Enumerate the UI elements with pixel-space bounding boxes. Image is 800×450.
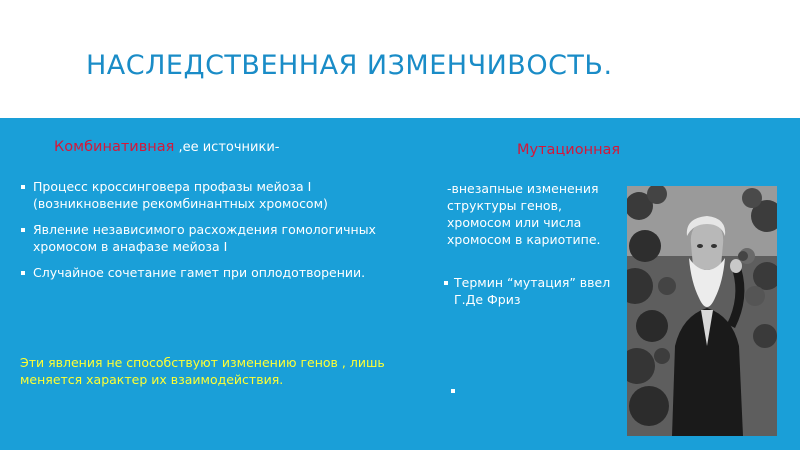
mutational-heading: Мутационная [517,142,621,158]
mutational-list [443,274,623,308]
list-item: Процесс кроссинговера профазы мейоза I (возникновение рекомбинантных хромосом) [20,178,420,212]
empty-bullet-marker [451,389,455,393]
title-bar [0,0,800,118]
list-item: Случайное сочетание гамет при оплодотворении. [20,264,420,281]
combinative-heading-highlight: Комбинативная [54,139,175,155]
mutational-description: -внезапные изменения структуры генов, хромосом или числа хромосом в кариотипе. [447,181,601,247]
list-item: Явление независимого расхождения гомологичных хромосом в анафазе мейоза I [20,221,420,255]
list-item: Термин “мутация” ввел Г.Де Фриз [443,274,623,308]
combinative-sources-list [20,178,420,290]
highlighted-note: Эти явления не способствуют изменению генов , лишь меняется характер их взаимодействия. [20,355,385,387]
portrait-photo [627,186,777,436]
combinative-heading [54,139,279,155]
slide-title: НАСЛЕДСТВЕННАЯ ИЗМЕНЧИВОСТЬ. [86,50,613,81]
combinative-heading-rest: ,ее источники- [174,140,280,155]
